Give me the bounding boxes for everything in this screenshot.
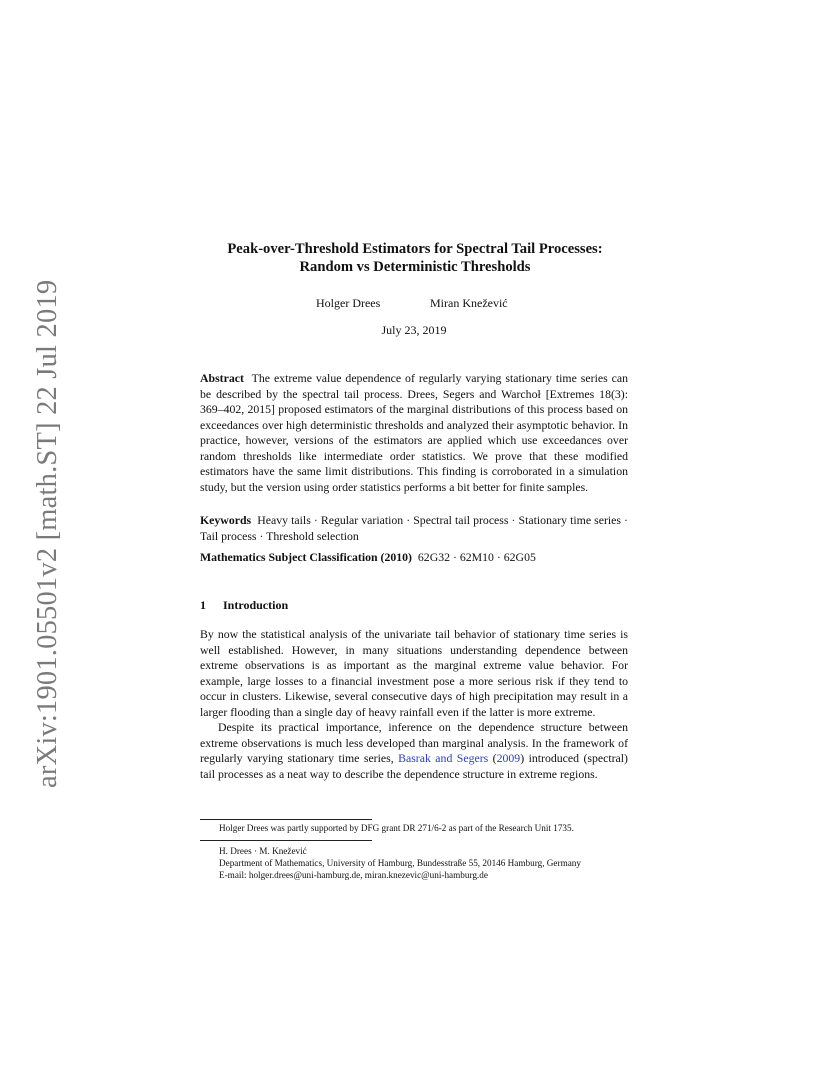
footnote-divider — [200, 819, 372, 820]
msc-classification — [200, 550, 628, 566]
paper-date: July 23, 2019 — [381, 323, 447, 337]
intro-paragraph-2 — [200, 720, 628, 782]
funding-footnote: Holger Drees was partly supported by DFG grant DR 271/6-2 as part of the Research Unit 1735. — [219, 823, 574, 833]
affiliation-department: Department of Mathematics, University of Hamburg, Bundesstraße 55, 20146 Hamburg, Germany — [219, 858, 581, 868]
affiliation-names: H. Drees · M. Knežević — [219, 846, 307, 856]
intro-paragraph-2-tail: ) introduced (spectral) tail processes as a neat way to describe the dependence structure in extreme regions. — [200, 751, 628, 781]
affiliation-block — [219, 845, 581, 881]
msc-codes: 62G32 · 62M10 · 62G05 — [417, 550, 536, 564]
citation-paren: ( — [488, 751, 497, 765]
affiliation-divider — [200, 840, 372, 841]
section-title: Introduction — [223, 598, 289, 612]
intro-paragraph-1: By now the statistical analysis of the univariate tail behavior of stationary time series is well established. However, in many situations understanding dependence between extreme observations is as important as the marginal extreme value behavior. For example, large losses to a financial investment pose a more serious risk if they tend to occur in clusters. Likewise, several consecutive days of high precipitation may result in a larger flooding than a single day of heavy rainfall even if the latter is more extreme. — [200, 627, 628, 719]
paper-title — [150, 240, 680, 276]
keywords-label: Keywords — [200, 513, 252, 527]
abstract-text: The extreme value dependence of regularly varying stationary time series can be described by the spectral tail process. Drees, Segers and Warchoł [Extremes 18(3): 369–402, 2015] proposed estimators of the marginal distributions of this process based on exceedances over high deterministic thresholds and analyzed their asymptotic behavior. In practice, however, versions of the estimators are applied which use exceedances over random thresholds like intermediate order statistics. We prove that these modified estimators have the same limit distributions. This finding is corroborated in a simulation study, but the version using order statistics performs a bit better for finite samples. — [200, 371, 629, 494]
arxiv-stamp: arXiv:1901.05501v2 [math.ST] 22 Jul 2019 — [32, 279, 63, 788]
msc-label: Mathematics Subject Classification (2010) — [200, 550, 412, 564]
citation-link-year[interactable]: 2009 — [496, 751, 521, 765]
citation-link-authors[interactable]: Basrak and Segers — [398, 751, 489, 765]
title-line-1: Peak-over-Threshold Estimators for Spectral Tail Processes: — [227, 241, 603, 257]
affiliation-email: E-mail: holger.drees@uni-hamburg.de, miran.knezevic@uni-hamburg.de — [219, 870, 488, 880]
author-name: Holger Drees — [316, 296, 381, 310]
section-heading — [200, 598, 288, 613]
abstract-label: Abstract — [200, 371, 244, 385]
title-line-2: Random vs Deterministic Thresholds — [299, 259, 531, 275]
keywords — [200, 513, 628, 544]
abstract — [200, 371, 628, 495]
author-name: Miran Knežević — [430, 296, 508, 310]
intro-paragraph-2-text: Despite its practical importance, inference on the dependence structure between extreme observations is much less developed than marginal analysis. In the framework of regularly varying stationary time series, — [200, 720, 628, 765]
keywords-text: Heavy tails · Regular variation · Spectral tail process · Stationary time series · Tail process · Threshold selection — [200, 513, 628, 543]
introduction-body — [200, 627, 628, 782]
section-number: 1 — [200, 598, 206, 612]
